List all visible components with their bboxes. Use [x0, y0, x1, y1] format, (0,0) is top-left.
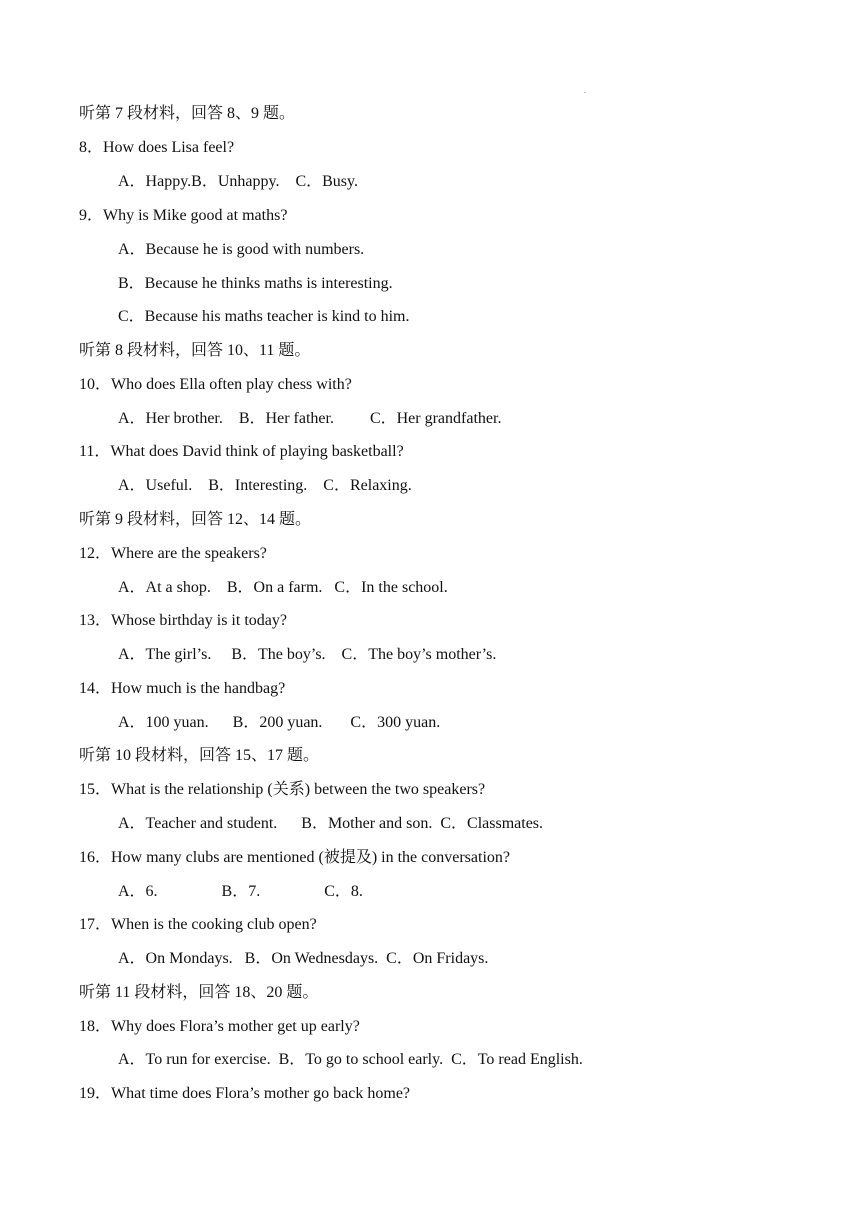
- answer-options: A．At a shop. B．On a farm. C．In the school.: [118, 579, 448, 596]
- question-text: 13．Whose birthday is it today?: [79, 612, 287, 629]
- answer-option: A．Because he is good with numbers.: [118, 241, 365, 258]
- answer-options: A．To run for exercise. B．To go to school early. C．To read English.: [118, 1051, 583, 1068]
- question-text: 10．Who does Ella often play chess with?: [79, 376, 352, 393]
- answer-option: B．Because he thinks maths is interesting.: [118, 275, 393, 292]
- question-text: 12．Where are the speakers?: [79, 545, 267, 562]
- question-text: 14．How much is the handbag?: [79, 680, 286, 697]
- question-text: 9．Why is Mike good at maths?: [79, 207, 288, 224]
- question-text: 16．How many clubs are mentioned (被提及) in the conversation?: [79, 849, 511, 866]
- section-heading: 听第 9 段材料，回答 12、14 题。: [79, 511, 312, 528]
- question-text: 19．What time does Flora’s mother go back home?: [79, 1085, 411, 1102]
- section-heading: 听第 7 段材料，回答 8、9 题。: [79, 105, 296, 122]
- answer-options: A．6. B．7. C．8.: [118, 883, 363, 900]
- section-heading: 听第 10 段材料，回答 15、17 题。: [79, 747, 320, 764]
- answer-options: A．Her brother. B．Her father. C．Her grandfather.: [118, 410, 502, 427]
- answer-option: C．Because his maths teacher is kind to him.: [118, 308, 410, 325]
- question-text: 8．How does Lisa feel?: [79, 139, 235, 156]
- answer-options: A．Happy.B．Unhappy. C．Busy.: [118, 173, 358, 190]
- answer-options: A．Teacher and student. B．Mother and son. C．Classmates.: [118, 815, 544, 832]
- answer-options: A．Useful. B．Interesting. C．Relaxing.: [118, 477, 412, 494]
- answer-options: A．The girl’s. B．The boy’s. C．The boy’s mother’s.: [118, 646, 497, 663]
- section-heading: 听第 8 段材料，回答 10、11 题。: [79, 342, 311, 359]
- answer-options: A．On Mondays. B．On Wednesdays. C．On Fridays.: [118, 950, 489, 967]
- question-text: 11．What does David think of playing basketball?: [79, 443, 404, 460]
- question-text: 15．What is the relationship (关系) between the two speakers?: [79, 781, 486, 798]
- answer-options: A．100 yuan. B．200 yuan. C．300 yuan.: [118, 714, 441, 731]
- question-text: 18．Why does Flora’s mother get up early?: [79, 1018, 360, 1035]
- question-text: 17．When is the cooking club open?: [79, 916, 317, 933]
- corner-mark: .: [584, 86, 586, 95]
- section-heading: 听第 11 段材料，回答 18、20 题。: [79, 984, 319, 1001]
